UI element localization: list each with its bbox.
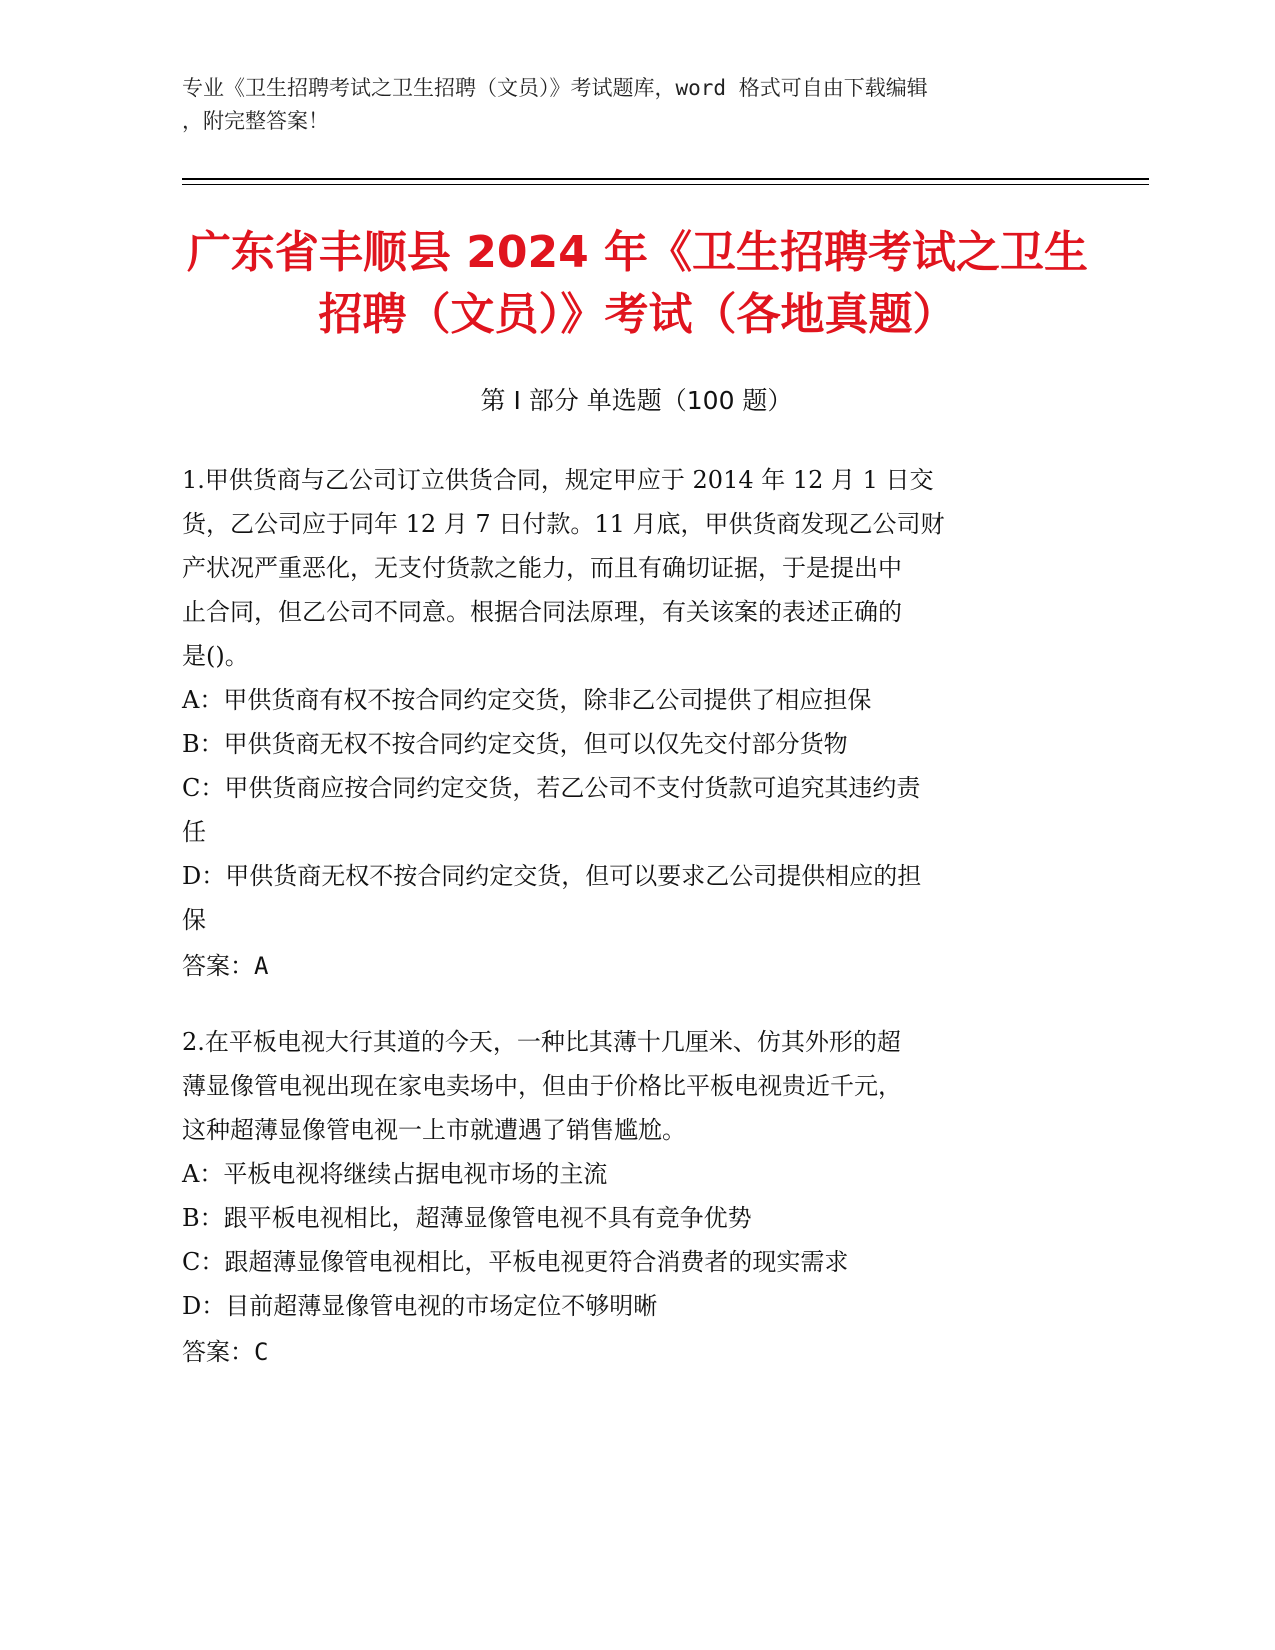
option-line: A：平板电视将继续占据电视市场的主流 <box>182 1160 608 1188</box>
option-b <box>182 722 1082 766</box>
option-c <box>182 766 1082 854</box>
question-stem <box>182 458 1082 678</box>
question-stem <box>182 1020 1082 1152</box>
option-line: C：跟超薄显像管电视相比，平板电视更符合消费者的现实需求 <box>182 1248 849 1276</box>
option-c <box>182 1240 1082 1284</box>
section-heading: 第 I 部分 单选题（100 题） <box>480 386 793 415</box>
answer-line <box>182 942 1082 990</box>
header-note <box>182 72 1042 138</box>
answer-value: A <box>254 952 269 980</box>
stem-line: 是()。 <box>182 642 249 670</box>
option-line: D：甲供货商无权不按合同约定交货，但可以要求乙公司提供相应的担 <box>182 862 922 890</box>
option-line: C：甲供货商应按合同约定交货，若乙公司不支付货款可追究其违约责 <box>182 774 921 802</box>
option-d <box>182 854 1082 942</box>
stem-line: 止合同，但乙公司不同意。根据合同法原理，有关该案的表述正确的 <box>182 598 902 626</box>
option-line: B：跟平板电视相比，超薄显像管电视不具有竞争优势 <box>182 1204 752 1232</box>
stem-line: 货，乙公司应于同年 12 月 7 日付款。11 月底，甲供货商发现乙公司财 <box>182 510 945 538</box>
stem-line: 薄显像管电视出现在家电卖场中，但由于价格比平板电视贵近千元， <box>182 1072 902 1100</box>
header-divider-thick <box>182 178 1149 180</box>
answer-label: 答案： <box>182 1338 254 1366</box>
question-1 <box>182 458 1082 990</box>
stem-line: 1.甲供货商与乙公司订立供货合同，规定甲应于 2014 年 12 月 1 日交 <box>182 466 934 494</box>
option-line: A：甲供货商有权不按合同约定交货，除非乙公司提供了相应担保 <box>182 686 872 714</box>
document-title <box>130 222 1145 346</box>
stem-line: 产状况严重恶化，无支付货款之能力，而且有确切证据，于是提出中 <box>182 554 902 582</box>
title-line: 招聘（文员）》考试（各地真题） <box>318 289 957 340</box>
stem-line: 2.在平板电视大行其道的今天，一种比其薄十几厘米、仿其外形的超 <box>182 1028 901 1056</box>
option-line: D：目前超薄显像管电视的市场定位不够明晰 <box>182 1292 658 1320</box>
option-d <box>182 1284 1082 1328</box>
option-a <box>182 678 1082 722</box>
answer-label: 答案： <box>182 952 254 980</box>
header-note-line: ，附完整答案！ <box>182 109 329 133</box>
title-line: 广东省丰顺县 2024 年《卫生招聘考试之卫生 <box>186 227 1089 278</box>
header-note-line: 专业《卫生招聘考试之卫生招聘（文员）》考试题库，word 格式可自由下载编辑 <box>182 76 928 100</box>
option-line: 保 <box>182 906 206 934</box>
header-divider-thin <box>182 184 1149 185</box>
option-line: 任 <box>182 818 206 846</box>
option-line: B：甲供货商无权不按合同约定交货，但可以仅先交付部分货物 <box>182 730 848 758</box>
option-a <box>182 1152 1082 1196</box>
option-b <box>182 1196 1082 1240</box>
stem-line: 这种超薄显像管电视一上市就遭遇了销售尴尬。 <box>182 1116 686 1144</box>
answer-value: C <box>254 1338 269 1366</box>
answer-line <box>182 1328 1082 1376</box>
question-2 <box>182 1020 1082 1376</box>
